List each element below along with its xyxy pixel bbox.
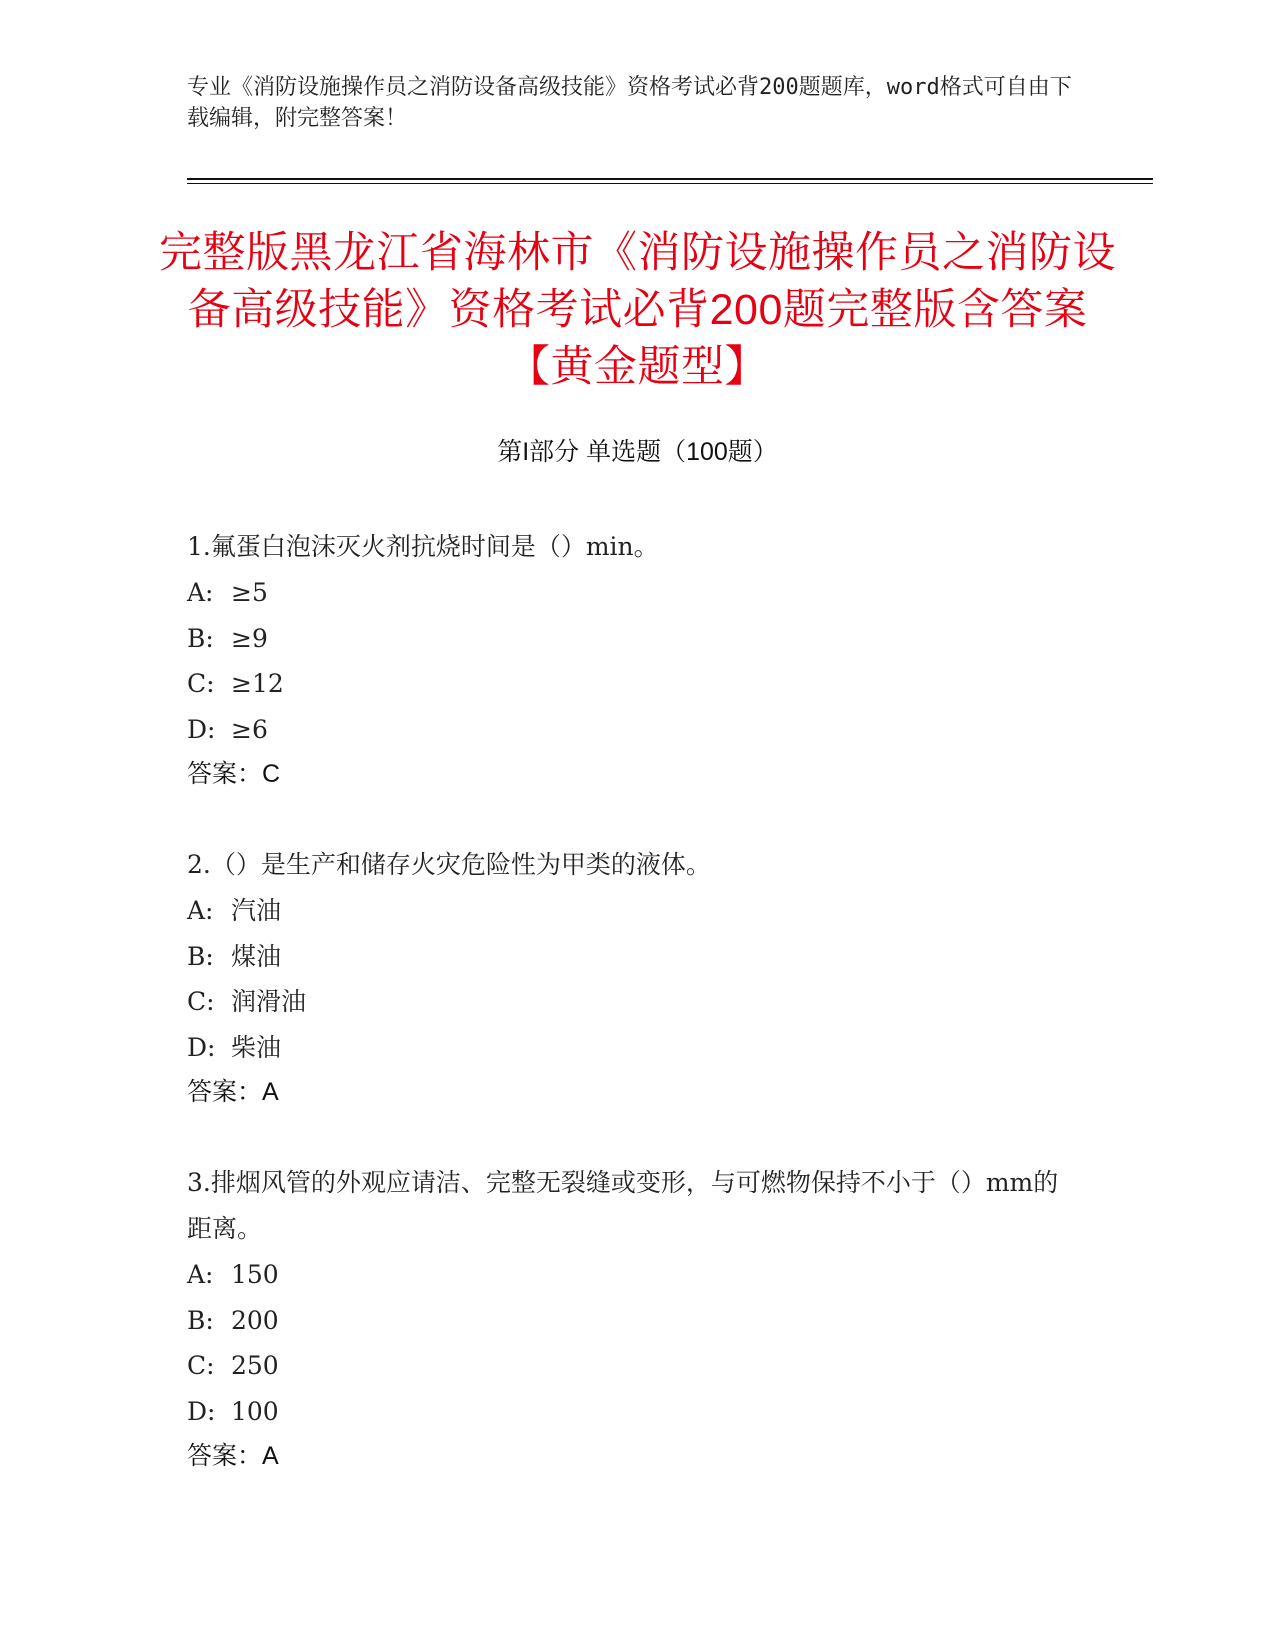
- option-letter: A:: [187, 896, 214, 925]
- option-letter: D:: [187, 714, 216, 744]
- option-text: 煤油: [231, 941, 282, 971]
- option-text: 润滑油: [231, 987, 307, 1016]
- option-letter: D:: [187, 1032, 216, 1062]
- answer-line: 答案：A: [187, 1078, 279, 1106]
- option-a: [187, 570, 1067, 616]
- header-divider-thin: [187, 183, 1153, 184]
- option-c: [187, 661, 1067, 707]
- option-c: [187, 1343, 1067, 1389]
- option-d: [187, 1389, 1067, 1435]
- option-letter: C:: [187, 987, 215, 1016]
- option-d: [187, 707, 1067, 753]
- option-b: [187, 934, 1067, 980]
- option-text: 150: [231, 1260, 279, 1289]
- question-stem: 2.（）是生产和储存火灾危险性为甲类的液体。: [187, 850, 711, 879]
- option-a: [187, 1252, 1067, 1298]
- option-letter: A:: [187, 1260, 214, 1289]
- option-text: 柴油: [231, 1032, 282, 1062]
- option-letter: D:: [187, 1396, 216, 1426]
- question-item: [187, 842, 1067, 1115]
- answer-line: 答案：C: [187, 760, 281, 788]
- option-c: [187, 979, 1067, 1025]
- header-divider-thick: [187, 178, 1153, 180]
- option-text: ≥6: [231, 714, 268, 744]
- option-text: 汽油: [231, 896, 282, 925]
- option-text: ≥12: [231, 669, 284, 698]
- option-letter: B:: [187, 1305, 214, 1335]
- question-stem: 1.氟蛋白泡沫灭火剂抗烧时间是（）min。: [187, 532, 659, 561]
- option-b: [187, 1298, 1067, 1344]
- intro-text: 专业《消防设施操作员之消防设备高级技能》资格考试必背200题题库，word格式可自由下载编辑，附完整答案！: [187, 75, 1072, 131]
- option-letter: A:: [187, 578, 214, 607]
- document-title: 完整版黑龙江省海林市《消防设施操作员之消防设备高级技能》资格考试必背200题完整版含答案【黄金题型】: [159, 229, 1116, 391]
- option-d: [187, 1025, 1067, 1071]
- option-letter: B:: [187, 623, 214, 653]
- option-letter: B:: [187, 941, 214, 971]
- option-a: [187, 888, 1067, 934]
- question-item: [187, 524, 1067, 797]
- option-letter: C:: [187, 1351, 215, 1380]
- question-item: [187, 1160, 1067, 1479]
- question-stem: 3.排烟风管的外观应请洁、完整无裂缝或变形，与可燃物保持不小于（）mm的距离。: [187, 1168, 1059, 1243]
- option-letter: C:: [187, 669, 215, 698]
- option-text: 250: [231, 1351, 279, 1380]
- option-text: ≥9: [231, 623, 268, 653]
- answer-line: 答案：A: [187, 1442, 279, 1470]
- section-heading: 第I部分 单选题（100题）: [497, 438, 778, 466]
- option-text: ≥5: [231, 578, 268, 607]
- option-text: 100: [231, 1396, 279, 1426]
- option-b: [187, 616, 1067, 662]
- option-text: 200: [231, 1305, 279, 1335]
